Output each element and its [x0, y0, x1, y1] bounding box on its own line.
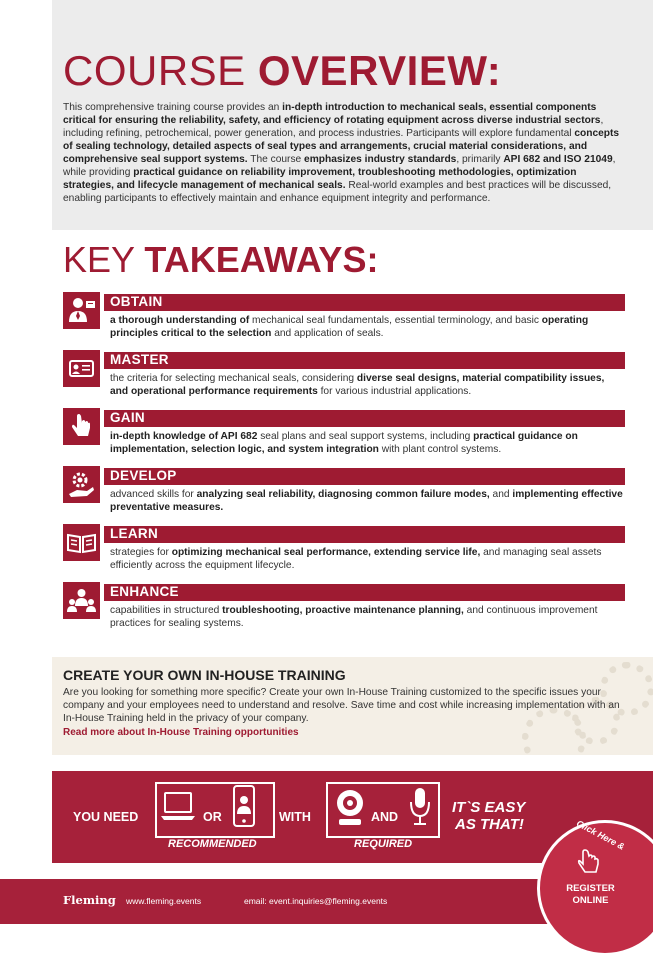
- takeaway-text: strategies for optimizing mechanical seal performance, extending service life, and managing seal assets efficiently across the equipment lifecycle.: [110, 547, 602, 571]
- smartphone-icon: [231, 784, 257, 830]
- id-card-icon: [63, 350, 100, 387]
- fleming-logo: Fleming: [63, 893, 116, 907]
- hand-pointer-icon: [63, 408, 100, 445]
- takeaway-heading: ENHANCE: [110, 584, 179, 599]
- takeaway-bar: [104, 584, 625, 601]
- businessman-icon: [63, 292, 100, 329]
- takeaway-bar: [104, 526, 625, 543]
- easy-tagline: [452, 799, 525, 833]
- takeaway-bar: [104, 294, 625, 311]
- overview-title-light: COURSE: [63, 47, 246, 94]
- takeaway-bar: [104, 410, 625, 427]
- takeaways-title: [63, 238, 378, 282]
- takeaways-title-light: KEY: [63, 239, 135, 280]
- takeaway-gain: [63, 408, 625, 464]
- microphone-icon: [409, 786, 431, 828]
- inhouse-text: Are you looking for something more specific? Create your own In-House Training customized to the specific issues your company and your employees need to understand and resolve. Save time and cost while increasing implementation with an In-House Training held in the privacy of your company.: [63, 687, 620, 724]
- inhouse-title: CREATE YOUR OWN IN-HOUSE TRAINING: [63, 667, 346, 683]
- easy-line-1: IT`S EASY: [452, 799, 526, 816]
- overview-title-bold: OVERVIEW:: [257, 47, 502, 94]
- takeaway-learn: [63, 524, 625, 580]
- takeaway-heading: MASTER: [110, 352, 169, 367]
- open-book-icon: [63, 524, 100, 561]
- takeaway-obtain: [63, 292, 625, 348]
- takeaway-heading: DEVELOP: [110, 468, 177, 483]
- or-label: OR: [203, 810, 222, 824]
- overview-paragraph: This comprehensive training course provides an in-depth introduction to mechanical seals, essential components critical for ensuring the reliability, safety, and efficiency of rotating equipment across diverse industrial sectors, including refining, petrochemical, power generation, and process industries. Participants will explore fundamental concepts of sealing technology, detailed aspects of seal types and arrangements, crucial material considerations, and comprehensive seal support systems. The course emphasizes industry standards, primarily API 682 and ISO 21049, while providing practical guidance on reliability improvement, troubleshooting methodologies, optimization strategies, and lifecycle management of mechanical seals. Real-world examples and best practices will be discussed, enabling participants to effectively maintain and enhance equipment integrity and performance.: [63, 102, 620, 204]
- and-label: AND: [371, 810, 399, 824]
- takeaways-title-bold: TAKEAWAYS:: [144, 239, 379, 280]
- footer-email-link[interactable]: email: event.inquiries@fleming.events: [244, 896, 388, 906]
- takeaway-enhance: [63, 582, 625, 638]
- register-line-2: ONLINE: [572, 895, 609, 906]
- register-online-label[interactable]: [563, 883, 618, 907]
- team-icon: [63, 582, 100, 619]
- click-here-label: Click Here &: [574, 818, 627, 852]
- gear-hand-icon: [63, 466, 100, 503]
- takeaway-develop: [63, 466, 625, 522]
- takeaway-master: [63, 350, 625, 406]
- required-label: REQUIRED: [354, 838, 413, 850]
- pointer-hand-icon: [575, 848, 605, 878]
- with-label: WITH: [279, 810, 311, 824]
- takeaway-heading: LEARN: [110, 526, 158, 541]
- takeaway-heading: GAIN: [110, 410, 145, 425]
- easy-line-2: AS THAT!: [455, 816, 524, 833]
- you-need-label: YOU NEED: [73, 810, 139, 824]
- laptop-icon: [160, 790, 196, 824]
- overview-title: [63, 46, 501, 96]
- takeaway-text: advanced skills for analyzing seal reliability, diagnosing common failure modes, and implementing effective preventative measures.: [110, 489, 623, 513]
- takeaway-text: capabilities in structured troubleshooting, proactive maintenance planning, and continuous improvement practices for sealing systems.: [110, 605, 598, 629]
- takeaway-bar: [104, 352, 625, 369]
- webcam-icon: [333, 787, 367, 829]
- takeaway-text: a thorough understanding of mechanical seal fundamentals, essential terminology, and basic operating principles critical to the selection and application of seals.: [110, 315, 589, 339]
- takeaway-heading: OBTAIN: [110, 294, 163, 309]
- footer-website-link[interactable]: www.fleming.events: [126, 896, 202, 906]
- recommended-label: RECOMMENDED: [168, 838, 257, 850]
- register-line-1: REGISTER: [566, 883, 615, 894]
- takeaway-text: the criteria for selecting mechanical seals, considering diverse seal designs, material compatibility issues, and operational performance requirements for various industrial applications.: [110, 373, 605, 397]
- inhouse-read-more-link[interactable]: Read more about In-House Training opportunities: [63, 727, 299, 738]
- takeaway-text: in-depth knowledge of API 682 seal plans and seal support systems, including practical guidance on implementation, selection logic, and system integration with plant control systems.: [110, 431, 578, 455]
- takeaway-bar: [104, 468, 625, 485]
